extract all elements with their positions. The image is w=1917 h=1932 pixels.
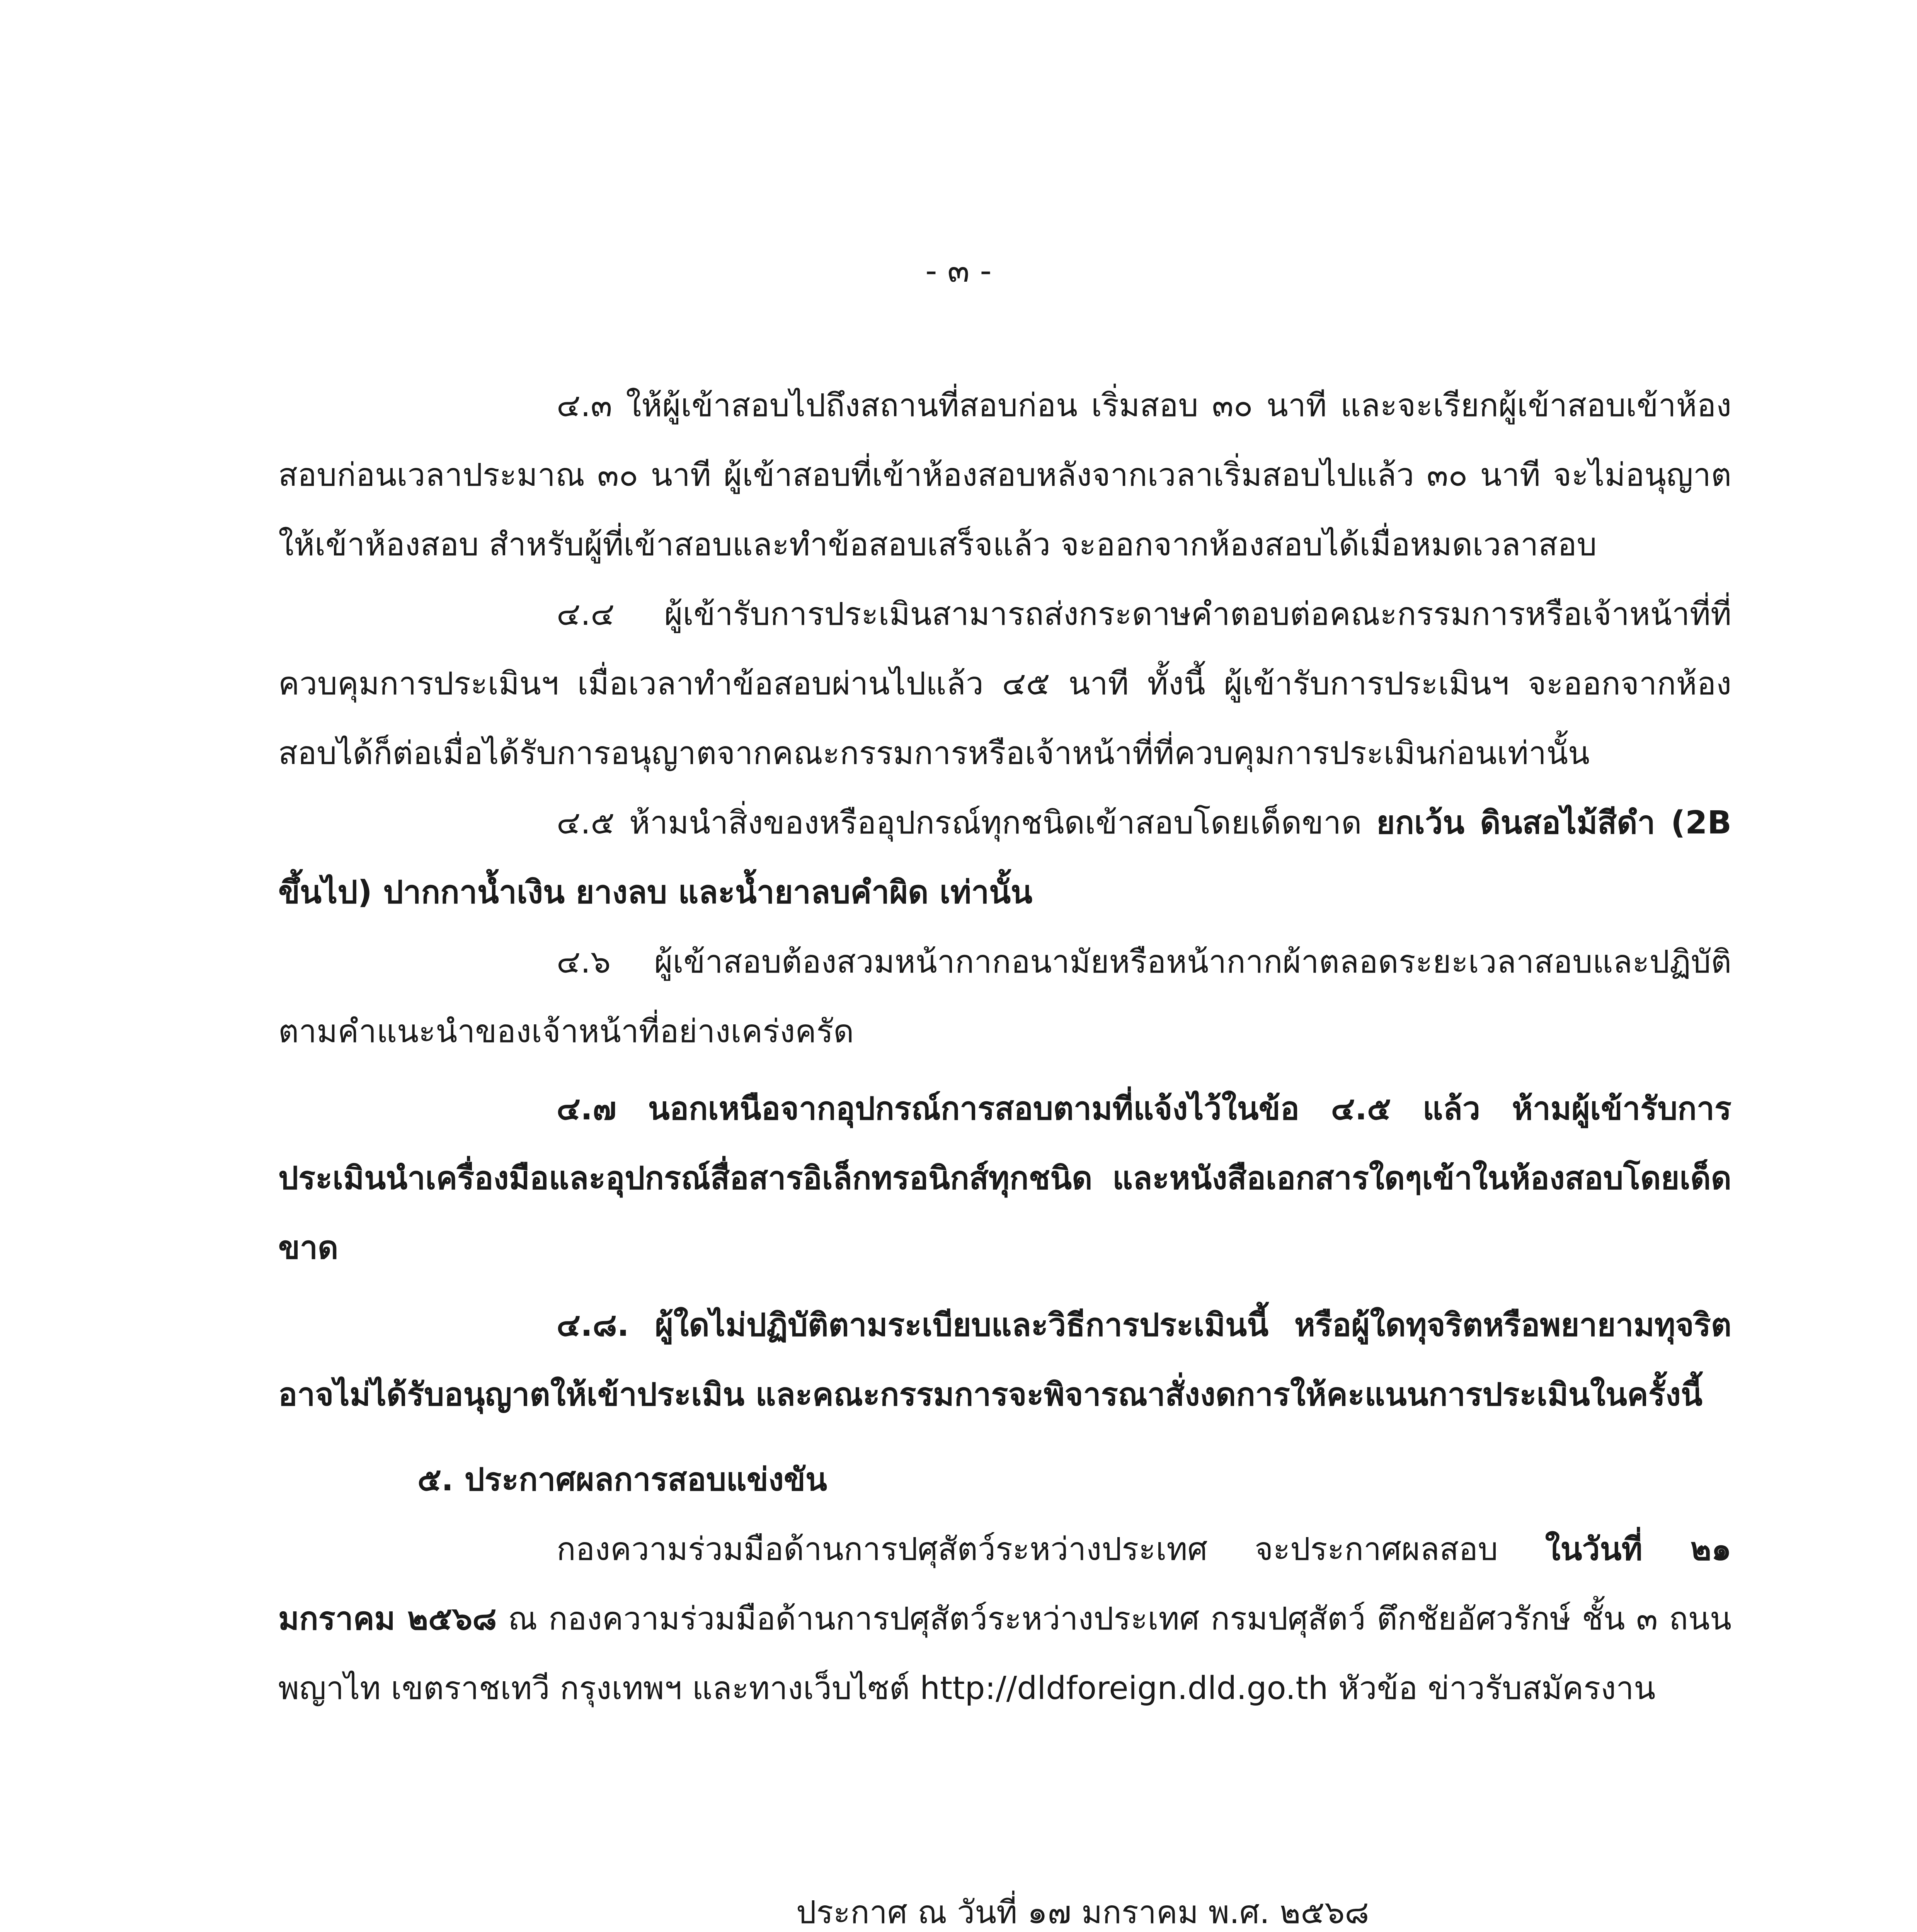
paragraph-4-5 — [278, 788, 1731, 927]
section-5-heading: ๕. ประกาศผลการสอบแข่งขัน — [417, 1461, 827, 1498]
section-5-result-date: ในวันที่ ๒๑ มกราคม ๒๕๖๘ — [278, 1531, 1731, 1637]
paragraph-4-3: ๔.๓ ให้ผู้เข้าสอบไปถึงสถานที่สอบก่อน เริ่มสอบ ๓๐ นาที และจะเรียกผู้เข้าสอบเข้าห้องสอบก่อนเวลาประมาณ ๓๐ นาที ผู้เข้าสอบที่เข้าห้องสอบหลังจากเวลาเริ่มสอบไปแล้ว ๓๐ นาที จะไม่อนุญาตให้เข้าห้องสอบ สำหรับผู้ที่เข้าสอบและทำข้อสอบเสร็จแล้ว จะออกจากห้องสอบได้เมื่อหมดเวลาสอบ — [278, 387, 1731, 563]
paragraph-4-6: ๔.๖ ผู้เข้าสอบต้องสวมหน้ากากอนามัยหรือหน้ากากผ้าตลอดระยะเวลาสอบและปฏิบัติตามคำแนะนำของเจ้าหน้าที่อย่างเคร่งครัด — [278, 944, 1731, 1050]
section-5-paragraph — [278, 1515, 1731, 1723]
paragraph-4-4: ๔.๔ ผู้เข้ารับการประเมินสามารถส่งกระดาษคำตอบต่อคณะกรรมการหรือเจ้าหน้าที่ที่ควบคุมการประเมินฯ เมื่อเวลาทำข้อสอบผ่านไปแล้ว ๔๕ นาที ทั้งนี้ ผู้เข้ารับการประเมินฯ จะออกจากห้องสอบได้ก็ต่อเมื่อได้รับการอนุญาตจากคณะกรรมการหรือเจ้าหน้าที่ที่ควบคุมการประเมินก่อนเท่านั้น — [278, 596, 1731, 772]
section-5-text-before: กองความร่วมมือด้านการปศุสัตว์ระหว่างประเทศ จะประกาศผลสอบ — [557, 1531, 1545, 1568]
paragraph-4-7: ๔.๗ นอกเหนือจากอุปกรณ์การสอบตามที่แจ้งไว้ในข้อ ๔.๕ แล้ว ห้ามผู้เข้ารับการประเมินนำเครื่องมือและอุปกรณ์สื่อสารอิเล็กทรอนิกส์ทุกชนิด และหนังสือเอกสารใดๆเข้าในห้องสอบโดยเด็ดขาด — [278, 1090, 1731, 1266]
paragraph-4-8: ๔.๘. ผู้ใดไม่ปฏิบัติตามระเบียบและวิธีการประเมินนี้ หรือผู้ใดทุจริตหรือพยายามทุจริต อาจไม่ได้รับอนุญาตให้เข้าประเมิน และคณะกรรมการจะพิจารณาสั่งงดการให้คะแนนการประเมินในครั้งนี้ — [278, 1307, 1731, 1413]
document-body — [278, 371, 1731, 1723]
paragraph-4-5-exception: ยกเว้น ดินสอไม้สีดำ (2B ขึ้นไป) ปากกาน้ำเงิน ยางลบ และน้ำยาลบคำผิด เท่านั้น — [278, 804, 1731, 911]
paragraph-4-5-text: ๔.๕ ห้ามนำสิ่งของหรืออุปกรณ์ทุกชนิดเข้าสอบโดยเด็ดขาด — [557, 804, 1377, 841]
section-5-text-after: ณ กองความร่วมมือด้านการปศุสัตว์ระหว่างประเทศ กรมปศุสัตว์ ตึกชัยอัศวรักษ์ ชั้น ๓ ถนนพญาไท เขตราชเทวี กรุงเทพฯ และทางเว็บไซต์ http://dldforeign.dld.go.th หัวข้อ ข่าวรับสมัครงาน — [278, 1600, 1731, 1707]
page-number: - ๓ - — [925, 252, 992, 289]
announcement-date: ประกาศ ณ วันที่ ๑๗ มกราคม พ.ศ. ๒๕๖๘ — [796, 1894, 1369, 1931]
